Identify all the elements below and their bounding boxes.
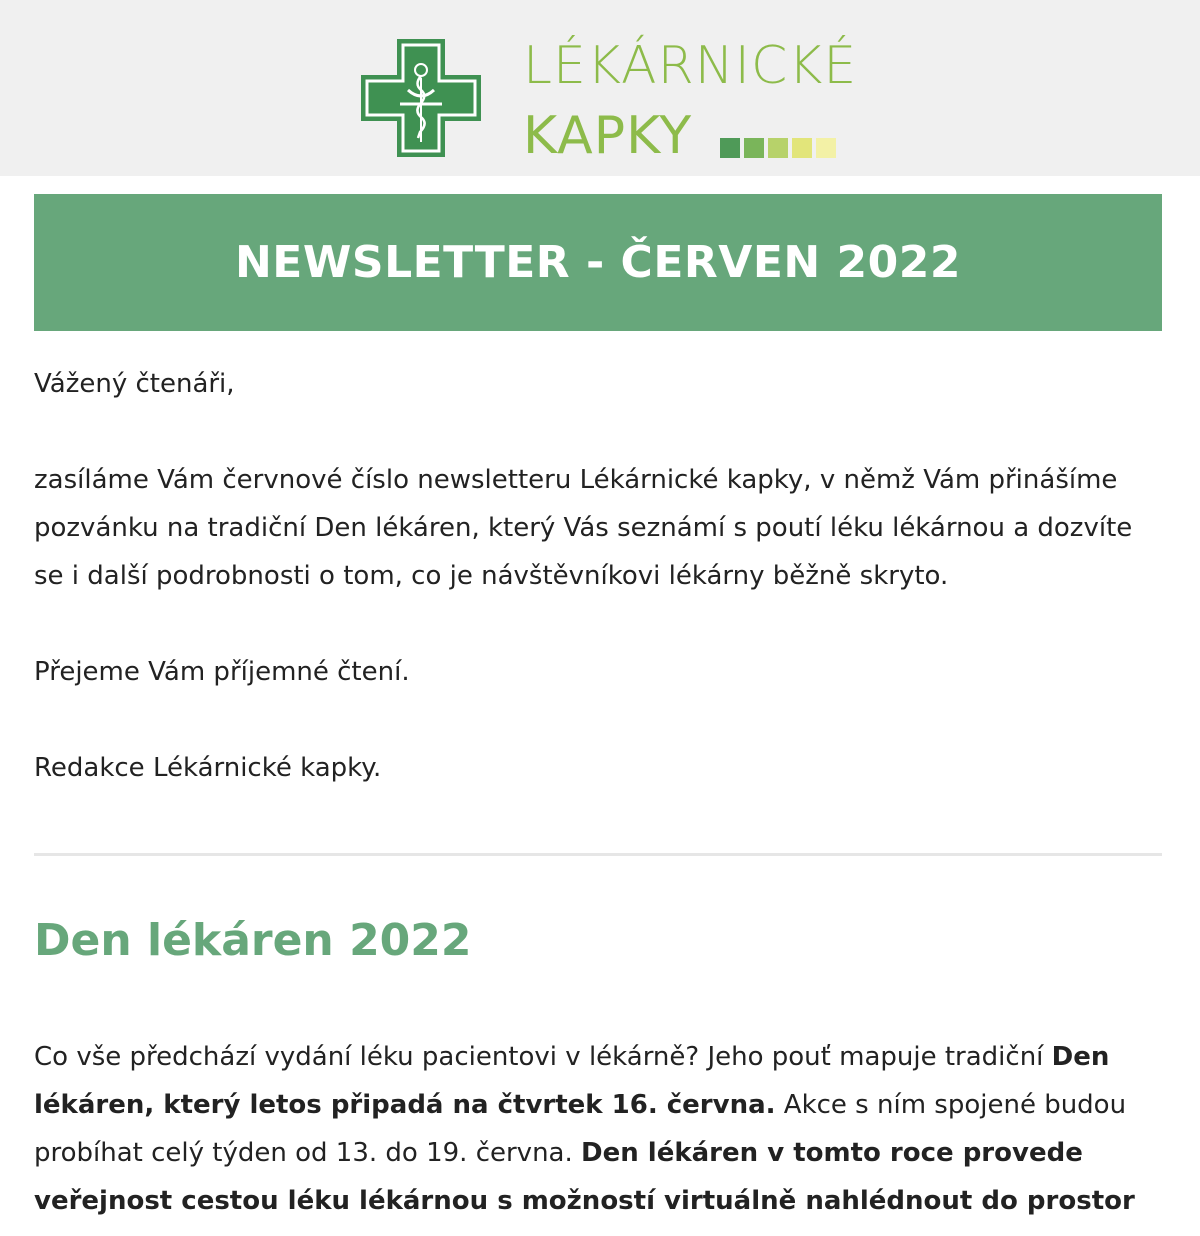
intro-paragraph: zasíláme Vám červnové číslo newsletteru Lékárnické kapky, v němž Vám přinášíme pozvánku na tradiční Den lékáren, který Vás seznámí s poutí léku lékárnou a dozvíte se i další podrobnosti o tom, co je návštěvníkovi lékárny běžně skryto. — [34, 465, 1133, 591]
logo-square — [816, 138, 836, 158]
banner-title: NEWSLETTER - ČERVEN 2022 — [234, 237, 961, 288]
logo-square — [792, 138, 812, 158]
article-body — [34, 1033, 1164, 1225]
section-title: Den lékáren 2022 — [34, 915, 472, 966]
section-divider — [34, 853, 1162, 856]
intro-section — [34, 360, 1164, 840]
article-text-1: Co vše předchází vydání léku pacientovi v lékárně? Jeho pouť mapuje tradiční — [34, 1042, 1052, 1072]
logo-square — [744, 138, 764, 158]
signature: Redakce Lékárnické kapky. — [34, 753, 382, 783]
newsletter-banner — [34, 194, 1162, 331]
logo-square — [768, 138, 788, 158]
logo-title-line2: KAPKY — [523, 106, 693, 166]
article-text-2: Akce s ním spojené budou probíhat celý týden od 13. do 19. června. — [34, 1090, 1127, 1168]
greeting: Vážený čtenáři, — [34, 369, 235, 399]
logo-title-line1: LÉKÁRNICKÉ — [523, 36, 858, 96]
logo-color-squares — [720, 138, 836, 158]
logo-square — [720, 138, 740, 158]
newsletter-header — [0, 0, 1200, 176]
pharmacy-cross-icon — [360, 38, 482, 158]
article-bold-1: Den lékáren, který letos připadá na čtvrtek 16. června. — [34, 1042, 1110, 1120]
article-bold-2: Den lékáren v tomto roce provede veřejnost cestou léku lékárnou s možností virtuálně nahlédnout do prostor — [34, 1138, 1135, 1216]
wish-text: Přejeme Vám příjemné čtení. — [34, 657, 410, 687]
